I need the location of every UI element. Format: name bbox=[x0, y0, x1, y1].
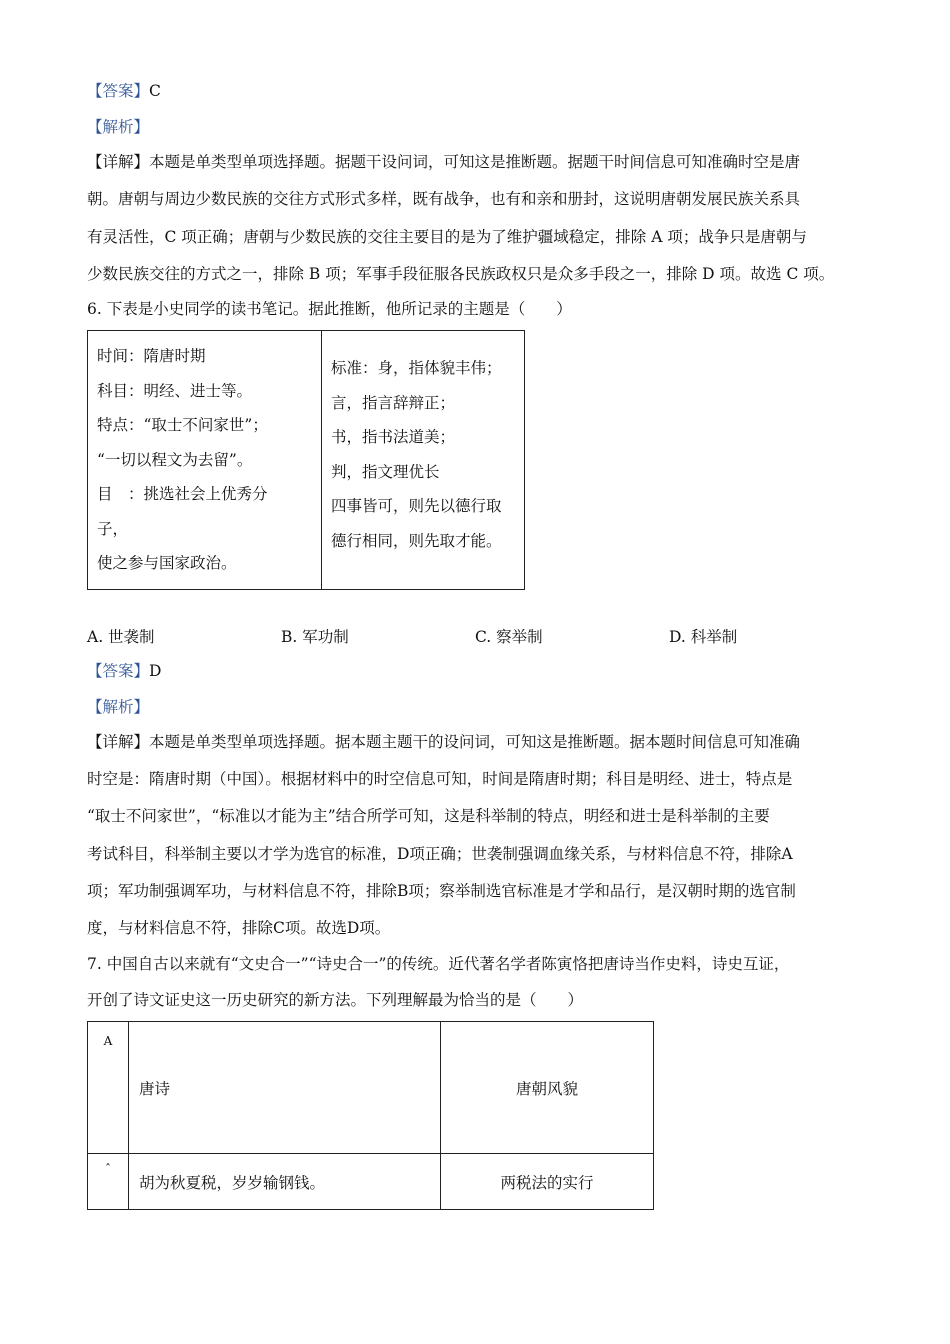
q5-detail-line: 有灵活性，C 项正确；唐朝与少数民族的交往主要目的是为了维护疆域稳定，排除 A 项；战争只是唐朝与 bbox=[87, 228, 807, 246]
notes-left-cell bbox=[88, 331, 322, 590]
answer-tag: 【答案】 bbox=[87, 662, 150, 680]
notes-left-line: 目 ：挑选社会上优秀分 bbox=[97, 485, 268, 503]
answer-value: D bbox=[149, 662, 162, 680]
reading-notes-table bbox=[87, 330, 525, 590]
notes-left-line: “一切以程文为去留”。 bbox=[97, 450, 253, 469]
q6-stem: 6. 下表是小史同学的读书笔记。据此推断，他所记录的主题是（ ） bbox=[87, 300, 572, 318]
notes-left-line: 使之参与国家政治。 bbox=[97, 554, 237, 572]
notes-right-cell bbox=[322, 331, 525, 590]
q6-analysis-tag: 【解析】 bbox=[87, 698, 150, 716]
q5-analysis-tag: 【解析】 bbox=[87, 118, 150, 136]
option-b[interactable]: B. 军功制 bbox=[281, 628, 349, 646]
q6-answer bbox=[87, 660, 161, 682]
option-c[interactable]: C. 察举制 bbox=[475, 628, 543, 646]
option-d[interactable]: D. 科举制 bbox=[669, 628, 738, 646]
notes-right-line: 德行相同，则先取才能。 bbox=[331, 531, 502, 550]
q6-detail-line: “取士不问家世”，“标准以才能为主”结合所学可知，这是科举制的特点，明经和进士是科举制的主要 bbox=[87, 807, 770, 825]
option-a[interactable]: A. 世袭制 bbox=[87, 628, 155, 646]
column-header-poem: 唐诗 bbox=[129, 1022, 441, 1154]
notes-left-line: 特点：“取士不问家世”； bbox=[97, 416, 268, 434]
notes-left-line: 科目：明经、进士等。 bbox=[97, 381, 253, 400]
column-header-feature: 唐朝风貌 bbox=[441, 1022, 654, 1154]
q6-detail-line: 【详解】本题是单类型单项选择题。据本题主题干的设问词，可知这是推断题。据本题时间信息可知准确 bbox=[87, 733, 801, 751]
q6-detail-line: 考试科目，科举制主要以才学为选官的标准，D项正确；世袭制强调血缘关系，与材料信息不符，排除A bbox=[87, 845, 793, 863]
q5-detail-line: 朝。唐朝与周边少数民族的交往方式形式多样，既有战争，也有和亲和册封，这说明唐朝发展民族关系具 bbox=[87, 190, 801, 208]
q7-stem-line: 7. 中国自古以来就有“文史合一”“诗史合一”的传统。近代著名学者陈寅恪把唐诗当作史料，诗史互证， bbox=[87, 955, 790, 973]
notes-right-line: 言，指言辞辩正； bbox=[331, 393, 456, 412]
row-mark: ˆ bbox=[88, 1154, 129, 1210]
q5-detail-line: 少数民族交往的方式之一，排除 B 项；军事手段征服各民族政权只是众多手段之一，排除 D 项。故选 C 项。 bbox=[87, 265, 835, 283]
feature-cell: 两税法的实行 bbox=[441, 1154, 654, 1210]
q5-detail-line: 【详解】本题是单类型单项选择题。据题干设问词，可知这是推断题。据题干时间信息可知准确时空是唐 bbox=[87, 153, 801, 171]
row-mark: A bbox=[88, 1022, 129, 1154]
q6-detail-line: 时空是：隋唐时期（中国）。根据材料中的时空信息可知，时间是隋唐时期；科目是明经、进士，特点是 bbox=[87, 770, 793, 788]
q5-answer bbox=[87, 80, 161, 102]
notes-right-line: 标准：身，指体貌丰伟； bbox=[331, 359, 502, 377]
poem-history-table bbox=[87, 1021, 654, 1210]
notes-left-line: 时间：隋唐时期 bbox=[97, 347, 206, 365]
notes-right-line: 判，指文理优长 bbox=[331, 462, 440, 481]
answer-value: C bbox=[149, 82, 161, 100]
answer-tag: 【答案】 bbox=[87, 82, 150, 100]
notes-right-line: 书，指书法道美； bbox=[331, 428, 456, 446]
q6-detail-line: 项；军功制强调军功，与材料信息不符，排除B项；察举制选官标准是才学和品行，是汉朝时期的选官制 bbox=[87, 882, 796, 900]
notes-right-line: 四事皆可，则先以德行取 bbox=[331, 497, 502, 515]
notes-left-line: 子， bbox=[97, 519, 129, 538]
poem-cell: 胡为秋夏税，岁岁输钢钱。 bbox=[129, 1154, 441, 1210]
q7-stem-line: 开创了诗文证史这一历史研究的新方法。下列理解最为恰当的是（ ） bbox=[87, 991, 584, 1009]
q6-detail-line: 度，与材料信息不符，排除C项。故选D项。 bbox=[87, 919, 391, 937]
